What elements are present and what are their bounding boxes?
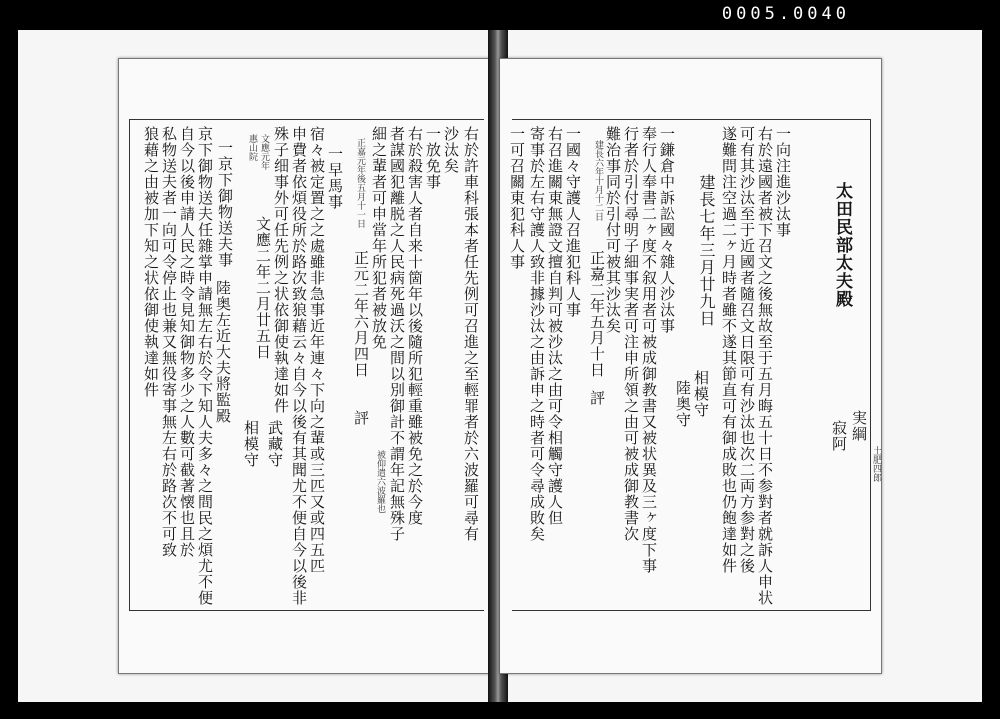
right-col-9: 奉行人奉書二ヶ度不叙用者可被成御教書又被状異及三ヶ度下事 — [640, 126, 658, 574]
right-signature-top: 実綱 — [850, 410, 868, 442]
left-date-1: 正元二年六月四日 — [352, 250, 370, 378]
left-hyo-1: 評 — [352, 410, 370, 426]
left-date-2: 文應二年二月廿五日 — [254, 216, 272, 360]
right-page — [500, 58, 882, 674]
right-signer-2: 陸奥守 — [674, 380, 692, 428]
right-signature-name: 寂阿 — [830, 420, 848, 452]
right-col-4: 遂難問注空過二ヶ月時者雖不遂其節直可有御成敗也仍飽達如件 — [720, 126, 738, 574]
right-col-2: 右於遠國者被下召文之後無故至于五月晦五十日不参對者就訴人申状 — [756, 126, 774, 606]
right-page-text-frame — [508, 119, 881, 611]
right-hyo: 評 — [588, 390, 606, 406]
left-col-4: 右於殺害人者自来十箇年以後隨所犯輕重雖被免之於今度 — [406, 126, 424, 526]
left-addressee: 陸奥左近大夫將監殿 — [214, 280, 232, 424]
left-signer-1: 武藏守 — [266, 420, 284, 468]
right-col-11: 難治事同於引付可被其沙汰矣 — [604, 126, 622, 334]
left-col-3: 一放免事 — [424, 126, 442, 190]
right-col-16: 右召進關東無證文擅自判可被沙汰之由可令相觸守護人但 — [546, 126, 564, 526]
right-col-10: 行者於引付尋明子細事実者可注申所領之由可被成御教書次 — [622, 126, 640, 542]
left-note-4: 惠山院 — [247, 134, 257, 161]
right-date-2: 正嘉二年五月十日 — [588, 250, 606, 378]
left-page-text-frame — [129, 119, 484, 611]
left-note-2: 被仰遣六波羅也 — [375, 450, 385, 513]
right-col-3: 可有其沙汰至于近國者隨召文日限可有沙汰也次二両方参對之後 — [738, 126, 756, 574]
left-col-22: 自今以後申請人民之時令見知御物多少之人數可截著懐也且於 — [178, 126, 196, 558]
left-col-1: 右於許車科張本者任先例可召進之至輕罪者於六波羅可尋有 — [462, 126, 480, 542]
left-col-14: 殊子细事外可任先例之状依御使執達如件 — [272, 126, 290, 414]
left-col-20: 一京下御物送夫事 — [216, 140, 234, 268]
right-note-1: 建長六年十月十二日 — [593, 140, 603, 221]
left-col-24: 狼藉之由被加下知之状依御使執達如件 — [142, 126, 160, 398]
right-date-1: 建長七年三月廿九日 — [697, 174, 716, 327]
right-col-15: 一國々守護人召進犯科人事 — [564, 126, 582, 318]
right-col-17: 寄事於左右守護人致非據沙汰之由訴申之時者可令尋成敗矣 — [528, 126, 546, 542]
right-col-8: 一鎌倉中訴訟國々雜人沙汰事 — [658, 126, 676, 334]
left-col-2: 沙汰矣 — [442, 126, 460, 174]
right-title: 太田民部太夫殿 — [832, 182, 852, 308]
left-col-13: 申費者依煩役所於路次致狼藉云々自今以後有其聞尤不便自今以後非 — [290, 126, 308, 606]
right-signature-note: 土肥四郎 — [871, 446, 881, 482]
microfilm-frame-number: 0005.0040 — [721, 4, 850, 24]
open-book — [118, 58, 882, 674]
left-col-11: 一早馬事 — [326, 146, 344, 210]
left-note-3: 文應元年 — [259, 134, 269, 170]
left-col-12: 宿々被定置之之處雖非急事近年連々下向之輩或三匹又或四五匹 — [308, 126, 326, 574]
right-signer-1: 相模守 — [692, 370, 710, 418]
left-col-5: 者謀國犯離脱之人民病死過沃之間以別御計不謂年記無殊子 — [388, 126, 406, 542]
left-signer-2: 相模守 — [242, 420, 260, 468]
left-col-21: 京下御物送夫任雜掌申請無左右於令下知人夫多々之間民之煩尤不便 — [196, 126, 214, 606]
right-col-18: 一可召關東犯科人事 — [508, 126, 526, 270]
left-col-23: 私物送夫者一向可令停止也兼又無役寄事無左右於路次不可致 — [160, 126, 178, 558]
left-page — [118, 58, 496, 674]
left-note-1: 正嘉元年後五月十一日 — [355, 138, 365, 228]
right-col-1: 一向注進沙汰事 — [774, 126, 792, 238]
left-col-6: 細之輩者可申當年所犯者被放免 — [370, 126, 388, 350]
